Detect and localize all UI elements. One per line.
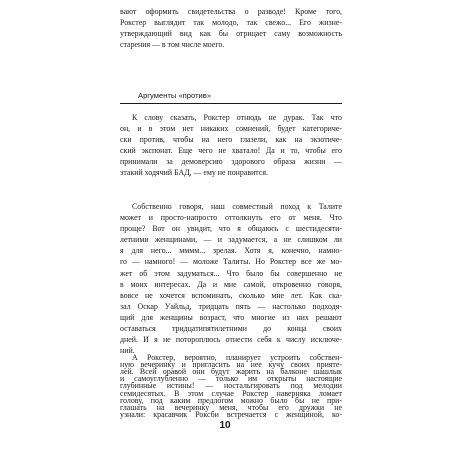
text-line: семидесятых. В этом случае Рокстер наверняка ломает [120,388,342,398]
text-line: Собственно говоря, наш совместный поход к Талите [132,202,342,211]
text-line: он, и в этом нет никаких сомнений, будет категориче- [120,124,342,134]
text-line: дней. И я не потороплюсь отнести себя к числу исключе- [120,335,342,345]
text-line: жет об этом задуматься... Что было бы совершенно не [120,268,342,278]
text-line: узнали: красавчик Роксби встречается с женщиной, ко- [120,409,342,419]
text-line: летними женщинами, — и задумается, а не слишком ли [120,235,342,245]
text-line: утверждающий вид как бы отрицает саму возможность [120,29,342,39]
page-number: 10 [219,420,231,431]
text-line: вовсе не хочется вспоминать, сколько мне лет. Как ска- [120,290,342,300]
text-line: вают оформить свидетельства о разводе! Кроме того, [120,7,342,16]
text-line: К слову сказать, Рокстер отнюдь не дурак. Так что [132,113,342,122]
text-line: глашать на вечеринку меня, чтобы его дружки не [120,402,342,412]
paragraph-two [120,112,342,179]
text-line: проще? Вот он увидит, что я общаюсь с шестидесяти- [120,224,342,234]
text-line: старения — в том числе моего. [120,40,225,50]
text-line: ную вечеринку и пригласить на нее кучу своих прияте- [120,360,342,370]
section-heading: Аргументы «против» [138,91,212,100]
text-line: Рокстер выглядит так молодо, так свежо... Его жизне- [120,18,342,28]
text-line: этакий ходячий БАД, — ему не понравится. [120,168,268,178]
paragraph-three [120,201,342,356]
text-line: зал Оскар Уайльд, тридцать пять — настолько подходя- [120,301,342,311]
text-line: принимали за демоверсию здорового образа жизни — [120,157,342,167]
text-line: ски против, чтобы на него глазели, как на экзотиче- [120,135,342,145]
text-line: ний. [120,346,135,356]
text-line: глубинные истины! — ностальгировать под мелодии [120,381,342,391]
text-line: лей. Всей оравой они будут жарить на балконе шашлык [120,367,342,377]
top-paragraph [120,6,342,50]
section-heading-box [120,91,342,104]
paragraph-four [120,354,342,418]
text-line: голову, под каким предлогом можно было бы не при- [120,395,342,405]
text-line: ский экспонат. Еще чего не хватало! Да и то, чтобы его [120,146,342,156]
text-line: может и просто-напросто оттолкнуть его от меня. Что [120,213,342,223]
text-line: в моих интересах. Да и мне самой, откровенно говоря, [120,279,342,289]
text-line: А Рокстер, вероятно, планирует устроить собствен- [132,353,342,362]
text-line: оставаться тридцатипятилетними до конца своих [120,324,342,334]
text-line: щий для женщины возраст, что многие из них решают [120,312,342,322]
text-line: и самоуглубленно — только им открыты настоящие [120,374,342,384]
text-line: го — намного! — моложе Талиты. Но Рокстер все же мо- [120,257,342,267]
text-line: я для него... мммм... зрелая. Хотя я, конечно, намно- [120,246,342,256]
